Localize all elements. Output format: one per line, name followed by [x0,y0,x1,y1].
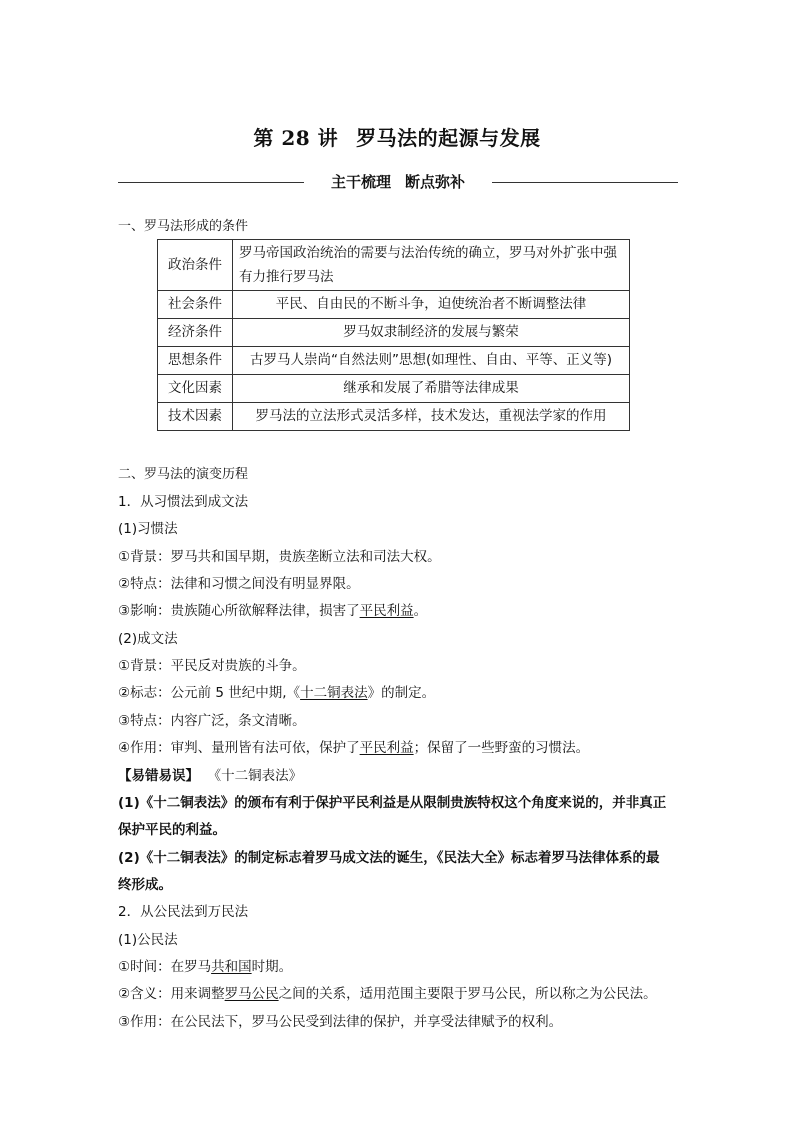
table-row [158,403,630,431]
text: ②含义：用来调整 [118,986,225,1002]
row-key: 技术因素 [158,403,233,431]
customary-feature: ②特点：法律和习惯之间没有明显界限。 [118,576,360,592]
written-feature: ③特点：内容广泛，条文清晰。 [118,713,306,729]
lecture-name: 罗马法的起源与发展 [356,126,541,150]
section-banner [118,171,678,193]
row-key: 思想条件 [158,347,233,375]
row-value [233,240,630,291]
banner-rule-left [118,182,304,183]
table-row [158,240,630,291]
page-title [0,122,794,151]
customary-background: ①背景：罗马共和国早期，贵族垄断立法和司法大权。 [118,549,441,565]
underlined-term: 平民利益 [359,740,414,756]
text: 》的制定。 [367,685,436,701]
subsection-2-heading: 2．从公民法到万民法 [118,904,249,920]
error-note-1-line2: 保护平民的利益。 [118,822,226,838]
error-note-1-line1: (1)《十二铜表法》的颁布有利于保护平民利益是从限制贵族特权这个角度来说的，并非真正 [118,795,667,811]
row-value: 古罗马人崇尚“自然法则”思想(如理性、自由、平等、正义等) [233,347,630,375]
row-key: 社会条件 [158,291,233,319]
table-row [158,291,630,319]
row-key: 经济条件 [158,319,233,347]
customary-label: (1)习惯法 [118,521,178,537]
conditions-table [157,239,630,431]
error-note-2-line1: (2)《十二铜表法》的制定标志着罗马成文法的诞生，《民法大全》标志着罗马法律体系的最 [118,850,660,866]
written-label: (2)成文法 [118,631,178,647]
banner-right-text: 断点弥补 [405,173,466,191]
underlined-term: 罗马公民 [224,986,279,1002]
row-key: 文化因素 [158,375,233,403]
banner-rule-right [492,182,678,183]
error-topic: 《十二铜表法》 [207,768,303,784]
row-value-line2: 有力推行罗马法 [239,269,334,285]
row-value: 罗马法的立法形式灵活多样，技术发达，重视法学家的作用 [233,403,630,431]
civil-time [118,955,292,975]
row-value-line1: 罗马帝国政治统治的需要与法治传统的确立，罗马对外扩张中强 [239,245,617,261]
table-row [158,375,630,403]
underlined-term: 平民利益 [359,603,414,619]
text: ④作用：审判、量刑皆有法可依，保护了 [118,740,360,756]
table-row [158,347,630,375]
subsection-1-heading: 1．从习惯法到成文法 [118,494,249,510]
written-sign [118,681,435,701]
error-note-2-line2: 终形成。 [118,877,172,893]
text: ③影响：贵族随心所欲解释法律，损害了 [118,603,360,619]
table-row [158,319,630,347]
customary-impact [118,599,427,619]
error-tag: 【易错易误】 [118,768,199,784]
row-value: 罗马奴隶制经济的发展与繁荣 [233,319,630,347]
written-role [118,736,589,756]
text: ①时间：在罗马 [118,959,212,975]
civil-meaning [118,982,657,1002]
civil-role: ③作用：在公民法下，罗马公民受到法律的保护，并享受法律赋予的权利。 [118,1014,563,1030]
error-note-heading [118,764,302,784]
row-key: 政治条件 [158,240,233,291]
row-value: 继承和发展了希腊等法律成果 [233,375,630,403]
section2-heading: 二、罗马法的演变历程 [118,467,249,482]
banner-text [304,171,492,192]
text: 之间的关系，适用范围主要限于罗马公民，所以称之为公民法。 [278,986,657,1002]
text: 时期。 [251,959,293,975]
text: ；保留了一些野蛮的习惯法。 [413,740,590,756]
section1-heading: 一、罗马法形成的条件 [118,219,249,234]
banner-left-text: 主干梳理 [330,173,391,191]
civil-label: (1)公民法 [118,932,178,948]
row-value: 平民、自由民的不断斗争，迫使统治者不断调整法律 [233,291,630,319]
written-background: ①背景：平民反对贵族的斗争。 [118,658,306,674]
text: ②标志：公元前 5 世纪中期,《 [118,685,301,701]
underlined-term: 十二铜表法 [300,685,368,701]
lecture-number: 第 28 讲 [253,126,339,150]
underlined-term: 共和国 [211,959,252,975]
text: 。 [413,603,428,619]
